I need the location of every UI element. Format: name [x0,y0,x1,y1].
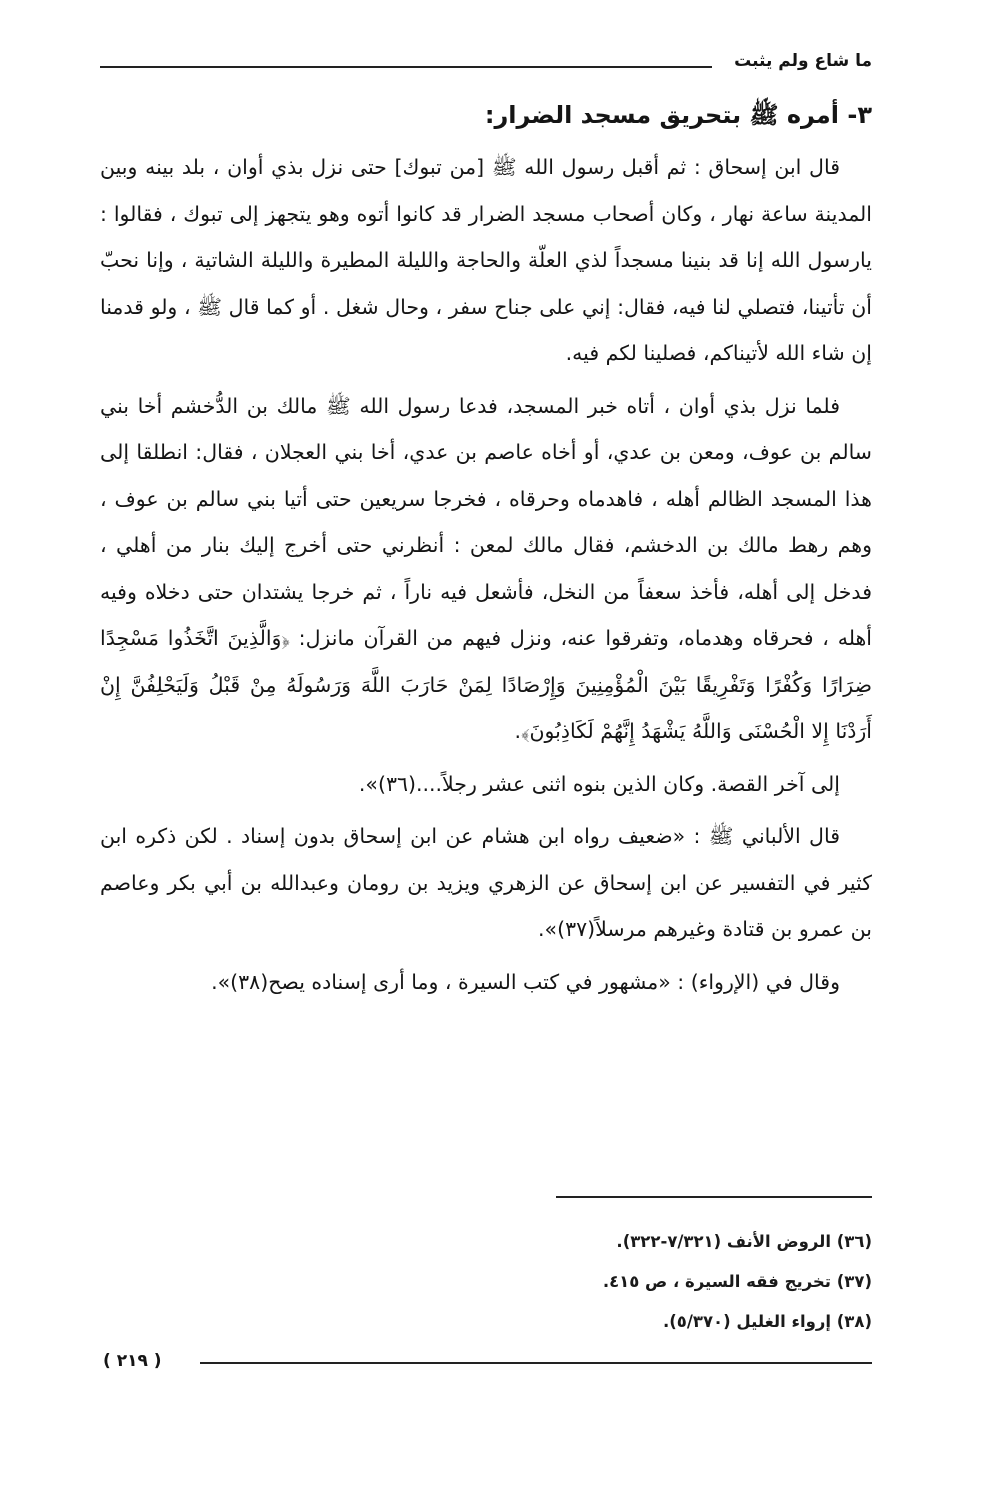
running-header [100,48,872,78]
footer-rule [200,1362,872,1364]
footnote-36: (٣٦) الروض الأنف (٧/٣٢١-٣٢٢). [616,1232,872,1251]
header-rule [100,66,712,68]
paragraph-irwa: وقال في (الإرواء) : «مشهور في كتب السيرة ، وما أرى إسناده يصح(٣٨)». [211,969,840,994]
paragraph-end-of-story: إلى آخر القصة. وكان الذين بنوه اثنى عشر رجلاً....(٣٦)». [358,771,840,796]
main-text [100,92,872,1011]
footnotes [372,1222,872,1342]
running-title: ما شاع ولم يثبت [734,51,872,71]
footnotes-rule [556,1196,872,1198]
paragraph-albani: قال الألباني ﷺ : «ضعيف رواه ابن هشام عن ابن إسحاق بدون إسناد . لكن ذكره ابن كثير في التفسير عن ابن إسحاق عن الزهري ويزيد بن رومان وعبدالله بن أبي بكر وعاصم بن عمرو بن قتادة وغيرهم مرسلاً(٣٧)». [100,824,872,941]
paragraph-story: فلما نزل بذي أوان ، أتاه خبر المسجد، فدعا رسول الله ﷺ مالك بن الدُّخشم أخا بني سالم بن عوف، ومعن بن عدي، أو أخاه عاصم بن عدي، أخا بني العجلان ، فقال: انطلقا إلى هذا المسجد الظالم أهله ، فاهدماه وحرقاه ، فخرجا سريعين حتى أتيا بني سالم بن عوف ، وهم رهط مالك بن الدخشم، فقال مالك لمعن : أنظرني حتى أخرج إليك بنار من أهلي ، فدخل إلى أهله، فأخذ سعفاً من النخل، فأشعل فيه ناراً ، ثم خرجا يشتدان حتى دخلاه وفيه أهله ، فحرقاه وهدماه، وتفرقوا عنه، ونزل فيهم من القرآن مانزل: ﴿وَالَّذِينَ اتَّخَذُوا مَسْجِدًا ضِرَارًا وَكُفْرًا وَتَفْرِيقًا بَيْنَ الْمُؤْمِنِينَ وَإِرْصَادًا لِمَنْ حَارَبَ اللَّهَ وَرَسُولَهُ مِنْ قَبْلُ وَلَيَحْلِفُنَّ إِنْ أَرَدْنَا إِلا الْحُسْنَى وَاللَّهُ يَشْهَدُ إِنَّهُمْ لَكَاذِبُونَ﴾. [100,393,872,743]
footnote-38: (٣٨) إرواء الغليل (٥/٣٧٠). [662,1312,872,1331]
section-heading: ٣- أمره ﷺ بتحريق مسجد الضرار: [484,101,872,129]
footnote-37: (٣٧) تخريج فقه السيرة ، ص ٤١٥. [602,1272,872,1291]
paragraph-ibn-ishaq: قال ابن إسحاق : ثم أقبل رسول الله ﷺ [من تبوك] حتى نزل بذي أوان ، بلد بينه وبين المدينة ساعة نهار ، وكان أصحاب مسجد الضرار قد كانوا أتوه وهو يتجهز إلى تبوك ، فقالوا : يارسول الله إنا قد بنينا مسجداً لذي العلّة والحاجة والليلة المطيرة والليلة الشاتية ، وإنا نحبّ أن تأتينا، فتصلي لنا فيه، فقال: إني على جناح سفر ، وحال شغل . أو كما قال ﷺ ، ولو قدمنا إن شاء الله لأتيناكم، فصلينا لكم فيه. [100,155,872,365]
page-number: ( ٢١٩ ) [103,1351,162,1371]
